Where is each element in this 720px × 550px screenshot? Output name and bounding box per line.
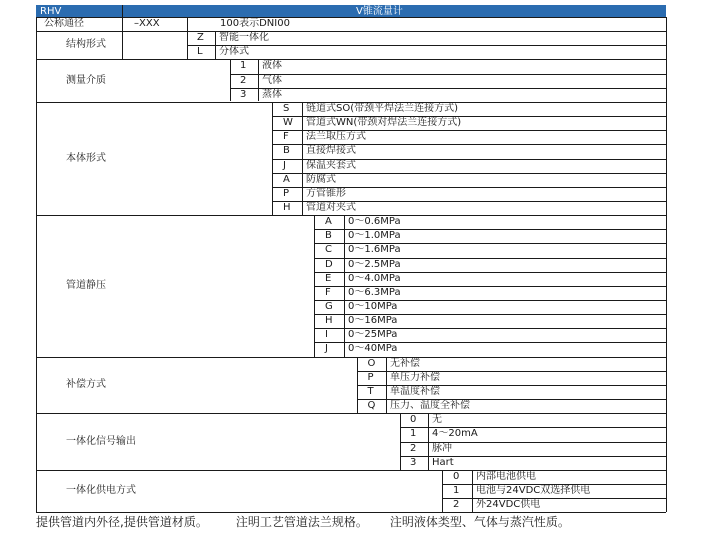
table-rule: [357, 385, 666, 386]
option-code: Q: [367, 400, 376, 411]
table-rule: [442, 498, 666, 499]
table-rule: [230, 74, 666, 75]
option-desc: 智能一体化: [219, 32, 269, 43]
option-code: 0: [453, 471, 460, 482]
option-desc: 直接焊接式: [306, 145, 356, 156]
option-code: A: [283, 174, 290, 185]
table-rule: [272, 201, 666, 202]
option-code: H: [283, 202, 291, 213]
option-code: O: [367, 358, 376, 369]
option-code: 2: [410, 443, 417, 454]
table-rule: [314, 272, 666, 273]
option-desc: 无: [432, 414, 442, 425]
option-code: F: [325, 287, 331, 298]
option-code: I: [325, 329, 328, 340]
option-code: 3: [410, 457, 417, 468]
option-code: D: [325, 259, 333, 270]
option-code: B: [325, 230, 332, 241]
option-code: G: [325, 301, 333, 312]
table-rule: [36, 413, 666, 414]
option-desc: 0～4.0MPa: [348, 273, 401, 284]
table-rule: [314, 258, 666, 259]
option-code: Z: [197, 32, 204, 43]
option-desc: 链道式SO(带颈平焊法兰连接方式): [306, 103, 459, 114]
table-rule: [36, 470, 666, 471]
option-desc: 脉冲: [432, 443, 452, 454]
row-label: 公称通径: [44, 18, 84, 29]
table-rule: [36, 59, 666, 60]
option-code: P: [367, 372, 374, 383]
header-title: V锥流量计: [356, 6, 403, 17]
option-desc: 法兰取压方式: [306, 131, 366, 142]
option-desc: 外24VDC供电: [476, 499, 541, 510]
option-code: 1: [240, 60, 247, 71]
table-rule: [272, 144, 666, 145]
row-label: 补偿方式: [66, 379, 106, 390]
table-rule: [314, 300, 666, 301]
option-code: 1: [453, 485, 460, 496]
footer-note: 注明液体类型、气体与蒸汽性质。: [389, 515, 570, 529]
option-desc: 分体式: [219, 46, 249, 57]
option-code: J: [283, 160, 286, 171]
option-code: 3: [240, 89, 247, 100]
option-desc: 0～10MPa: [348, 301, 398, 312]
option-desc: 内部电池供电: [476, 471, 536, 482]
row-desc: 100表示DNI00: [220, 18, 290, 29]
option-desc: 单压力补偿: [390, 372, 440, 383]
option-code: 2: [240, 75, 247, 86]
header-bar: [36, 5, 666, 17]
option-desc: 4～20mA: [432, 428, 478, 439]
table-rule: [122, 31, 123, 59]
table-rule: [272, 159, 666, 160]
option-code: A: [325, 216, 332, 227]
option-desc: 液体: [262, 60, 282, 71]
option-code: 0: [410, 414, 417, 425]
row-label: 本体形式: [66, 153, 106, 164]
table-rule: [36, 512, 666, 513]
table-rule: [666, 17, 667, 512]
option-desc: 单温度补偿: [390, 386, 440, 397]
option-code: F: [283, 131, 289, 142]
table-rule: [36, 357, 666, 358]
table-rule: [258, 59, 259, 101]
table-rule: [230, 88, 666, 89]
option-desc: 管道式WN(带颈对焊法兰连接方式): [306, 117, 462, 128]
footer-note: 提供管道内外径,提供管道材质。: [36, 515, 208, 529]
option-desc: 管道对夹式: [306, 202, 356, 213]
row-label: 管道静压: [66, 280, 106, 291]
table-rule: [230, 59, 231, 101]
option-desc: Hart: [432, 457, 454, 468]
table-rule: [36, 17, 666, 18]
option-code: 1: [410, 428, 417, 439]
table-rule: [357, 371, 666, 372]
table-rule: [187, 45, 666, 46]
option-desc: 0～16MPa: [348, 315, 398, 326]
option-desc: 0～2.5MPa: [348, 259, 401, 270]
option-desc: 0～6.3MPa: [348, 287, 401, 298]
row-label: 一体化信号输出: [66, 436, 136, 447]
table-rule: [272, 187, 666, 188]
table-rule: [187, 17, 188, 31]
option-desc: 0～1.6MPa: [348, 244, 401, 255]
row-label: 测量介质: [66, 75, 106, 86]
option-code: W: [283, 117, 293, 128]
table-rule: [272, 116, 666, 117]
option-code: P: [283, 188, 290, 199]
table-rule: [472, 470, 473, 512]
option-code: T: [367, 386, 374, 397]
row-label: 结构形式: [66, 39, 106, 50]
option-code: H: [325, 315, 333, 326]
option-code: C: [325, 244, 332, 255]
table-rule: [400, 456, 666, 457]
table-rule: [272, 130, 666, 131]
table-rule: [400, 427, 666, 428]
row-code: –XXX: [134, 18, 160, 29]
option-code: J: [325, 343, 328, 354]
row-label: 一体化供电方式: [66, 485, 136, 496]
table-rule: [442, 470, 443, 512]
table-rule: [36, 31, 666, 32]
table-rule: [272, 173, 666, 174]
option-desc: 方管锥形: [306, 188, 346, 199]
option-code: 2: [453, 499, 460, 510]
option-desc: 0～40MPa: [348, 343, 398, 354]
option-desc: 气体: [262, 75, 282, 86]
option-code: L: [197, 46, 203, 57]
option-desc: 0～1.0MPa: [348, 230, 401, 241]
option-desc: 压力、温度全补偿: [390, 400, 470, 411]
table-rule: [357, 399, 666, 400]
table-rule: [314, 229, 666, 230]
option-desc: 无补偿: [390, 358, 420, 369]
footer-notes: [36, 515, 570, 529]
table-rule: [314, 286, 666, 287]
table-rule: [36, 17, 37, 512]
table-rule: [314, 314, 666, 315]
table-rule: [314, 243, 666, 244]
table-rule: [314, 328, 666, 329]
header-model: RHV: [40, 6, 62, 17]
option-desc: 防腐式: [306, 174, 336, 185]
table-rule: [400, 442, 666, 443]
footer-note: 注明工艺管道法兰规格。: [235, 515, 368, 529]
option-code: E: [325, 273, 332, 284]
option-code: S: [283, 103, 290, 114]
option-desc: 0～0.6MPa: [348, 216, 401, 227]
option-desc: 电池与24VDC双选择供电: [476, 485, 591, 496]
option-desc: 蒸体: [262, 89, 282, 100]
table-rule: [314, 342, 666, 343]
option-desc: 保温夹套式: [306, 160, 356, 171]
table-rule: [442, 484, 666, 485]
option-code: B: [283, 145, 290, 156]
option-desc: 0～25MPa: [348, 329, 398, 340]
